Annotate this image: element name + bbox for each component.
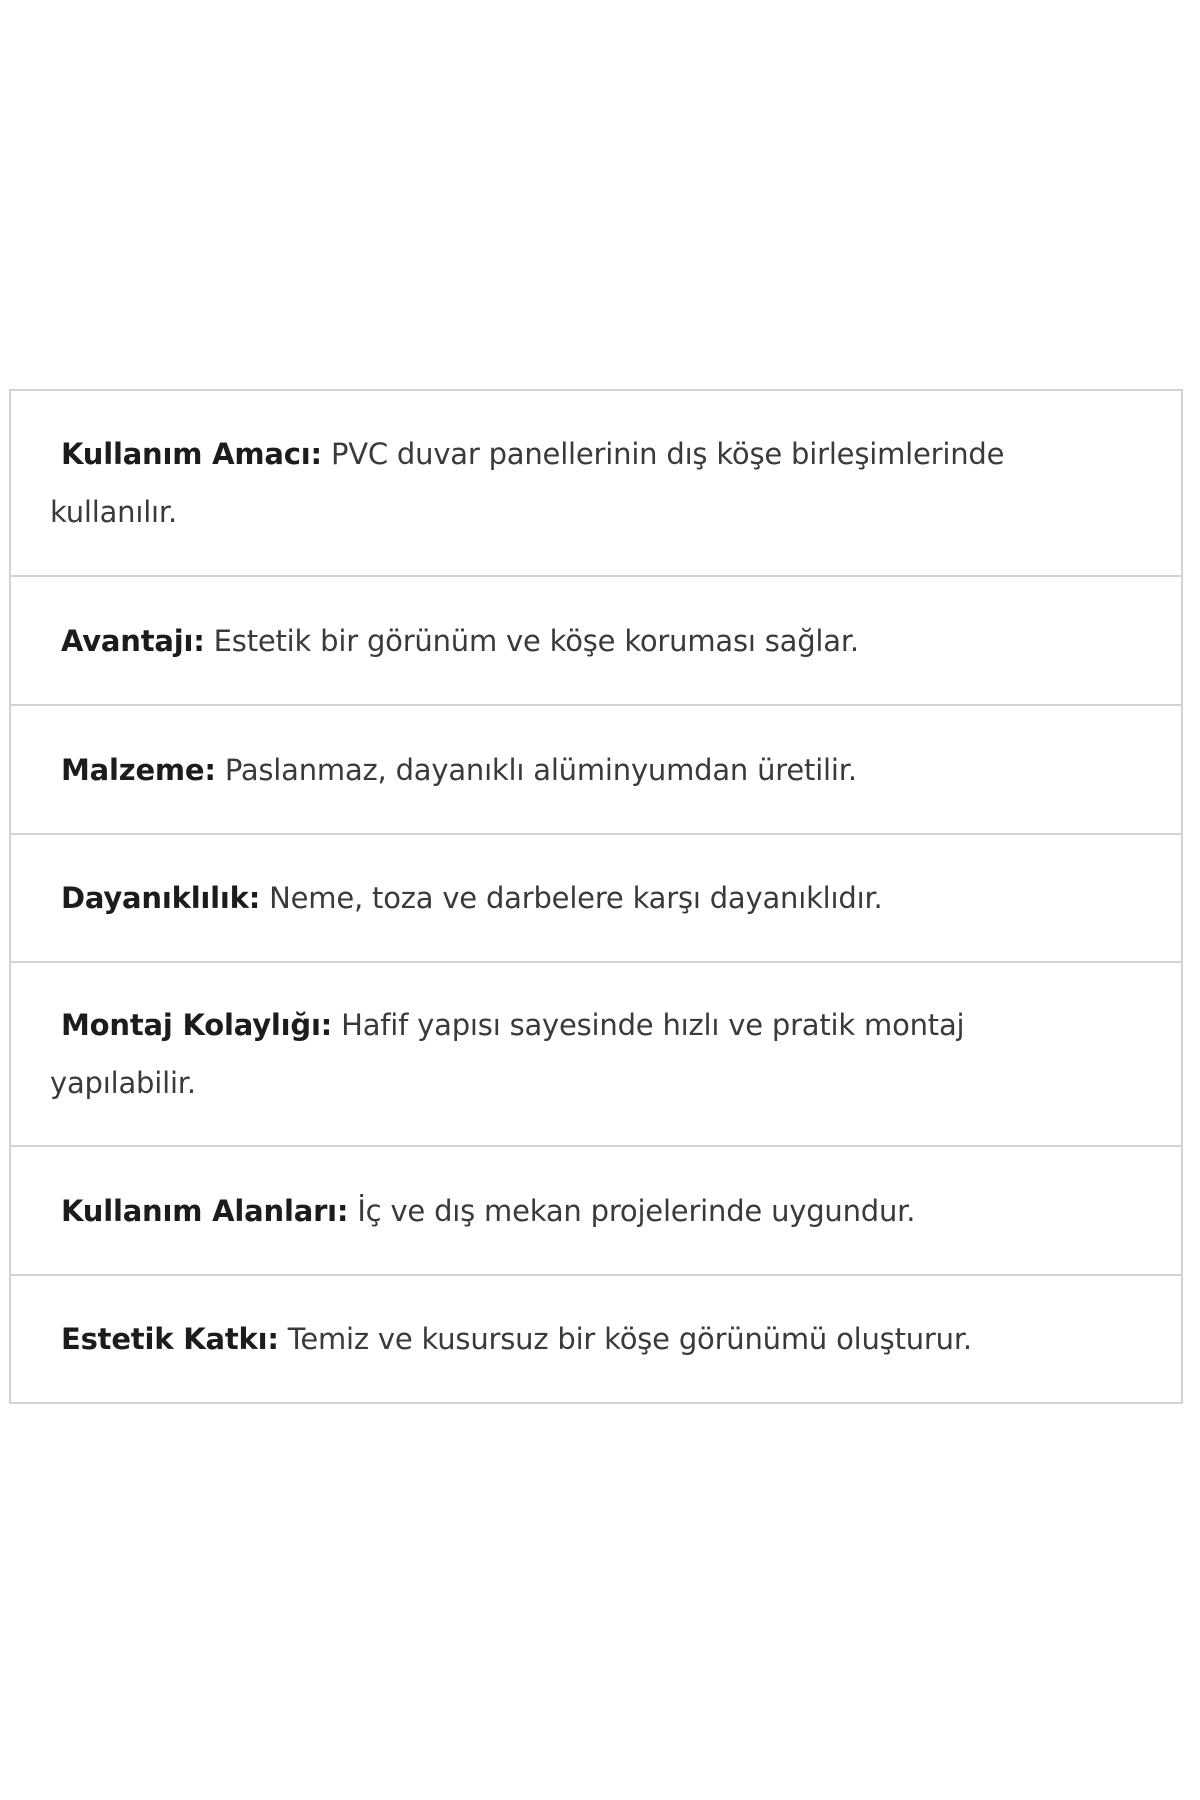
spec-line	[50, 612, 859, 670]
spec-row-advantage	[11, 575, 1181, 704]
spec-row-aesthetic-contribution	[11, 1274, 1181, 1402]
spec-value: İç ve dış mekan projelerinde uygundur.	[348, 1193, 916, 1228]
spec-value: Temiz ve kusursuz bir köşe görünümü oluşturur.	[278, 1322, 972, 1356]
spec-text	[50, 1310, 972, 1368]
spec-line	[50, 1310, 972, 1368]
spec-line	[50, 869, 883, 927]
spec-value: Paslanmaz, dayanıklı alüminyumdan üretilir.	[215, 752, 857, 787]
spec-line	[50, 996, 964, 1054]
spec-text	[50, 869, 883, 927]
product-spec-table	[9, 389, 1183, 1404]
spec-label: Avantajı:	[61, 623, 205, 658]
spec-row-material	[11, 704, 1181, 833]
spec-row-installation-ease	[11, 961, 1181, 1145]
spec-line-continued: kullanılır.	[50, 495, 177, 529]
spec-value: Neme, toza ve darbelere karşı dayanıklıdır.	[260, 881, 883, 915]
spec-text	[50, 741, 857, 799]
spec-label: Dayanıklılık:	[61, 881, 261, 915]
spec-value: PVC duvar panellerinin dış köşe birleşimlerinde	[321, 437, 1005, 471]
spec-line-continued: yapılabilir.	[50, 1066, 196, 1100]
spec-row-usage-areas	[11, 1145, 1181, 1274]
spec-text	[50, 425, 1004, 541]
spec-label: Kullanım Alanları:	[61, 1193, 349, 1228]
spec-value: Hafif yapısı sayesinde hızlı ve pratik montaj	[332, 1008, 965, 1042]
spec-line	[50, 741, 857, 799]
spec-text	[50, 996, 964, 1112]
spec-text	[50, 612, 859, 670]
spec-label: Kullanım Amacı:	[61, 437, 322, 471]
spec-row-durability	[11, 833, 1181, 961]
spec-row-usage-purpose	[11, 391, 1181, 575]
spec-text	[50, 1182, 915, 1240]
spec-value: Estetik bir görünüm ve köşe koruması sağlar.	[204, 623, 859, 658]
spec-label: Malzeme:	[61, 752, 216, 787]
spec-label: Montaj Kolaylığı:	[61, 1008, 333, 1042]
spec-label: Estetik Katkı:	[61, 1322, 279, 1356]
spec-line	[50, 1182, 915, 1240]
spec-line	[50, 425, 1004, 483]
